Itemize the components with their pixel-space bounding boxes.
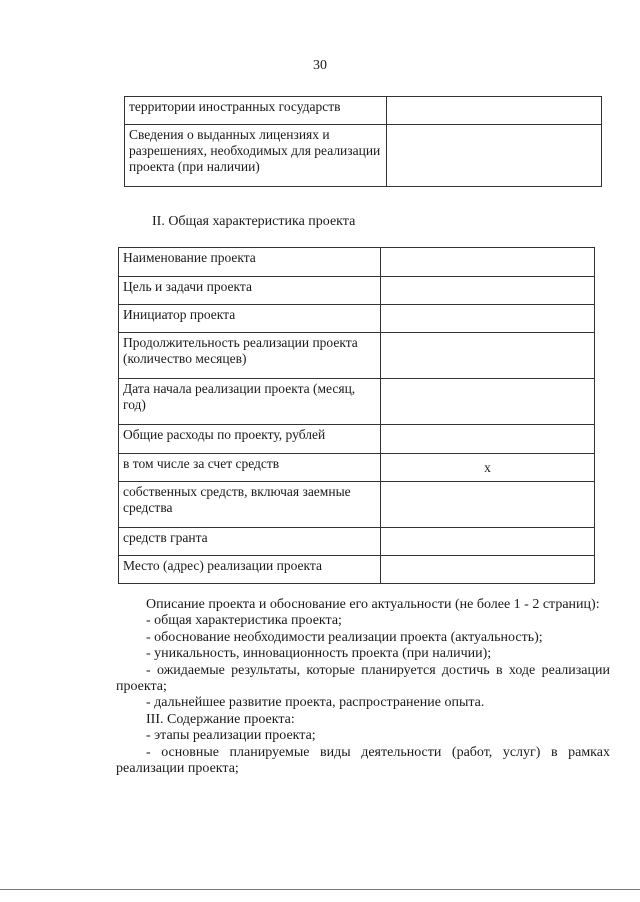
table-cell-label: средств гранта <box>119 528 381 556</box>
table-cell-label: Продолжительность реализации проекта (количество месяцев) <box>119 333 381 379</box>
table-cell-value <box>381 482 595 528</box>
table-row <box>119 528 595 556</box>
table-cell-label: Место (адрес) реализации проекта <box>119 556 381 584</box>
table-row <box>119 277 595 305</box>
table-cell-value <box>381 528 595 556</box>
table-cell-value <box>381 305 595 333</box>
table-cell-value: х <box>381 454 595 482</box>
table-cell-label: Дата начала реализации проекта (месяц, год) <box>119 379 381 425</box>
paragraph: - дальнейшее развитие проекта, распространение опыта. <box>146 695 485 711</box>
table-row <box>119 248 595 277</box>
table-row <box>119 482 595 528</box>
paragraph: - этапы реализации проекта; <box>146 728 316 744</box>
paragraph: Описание проекта и обоснование его актуальности (не более 1 - 2 страниц): <box>146 597 600 612</box>
paragraph: III. Содержание проекта: <box>146 711 295 727</box>
table-row <box>119 425 595 454</box>
table-cell-value <box>381 425 595 454</box>
page-number: 30 <box>313 58 327 73</box>
page-bottom-divider <box>0 889 640 890</box>
table-cell-label: Наименование проекта <box>119 248 381 277</box>
table-row <box>119 556 595 584</box>
table-cell-label: собственных средств, включая заемные средства <box>119 482 381 528</box>
paragraph: - обоснование необходимости реализации проекта (актуальность); <box>146 629 543 645</box>
paragraph: - общая характеристика проекта; <box>146 613 342 629</box>
body-text <box>116 597 610 777</box>
table-cell-value <box>381 248 595 277</box>
table-cell-label: в том числе за счет средств <box>119 454 381 482</box>
paragraph: - ожидаемые результаты, которые планируется достичь в ходе реализации проекта; <box>116 662 610 695</box>
project-characteristics-table <box>118 247 595 584</box>
table-cell-label: Инициатор проекта <box>119 305 381 333</box>
table-cell-value <box>387 125 602 187</box>
table-cell-label: Цель и задачи проекта <box>119 277 381 305</box>
table-cell-value <box>381 333 595 379</box>
paragraph: - уникальность, инновационность проекта (при наличии); <box>146 646 492 662</box>
table-row <box>125 97 602 125</box>
section-heading: II. Общая характеристика проекта <box>152 214 356 229</box>
table-row <box>119 379 595 425</box>
table-cell-value <box>381 556 595 584</box>
table-cell-value <box>381 277 595 305</box>
table-cell-label: Общие расходы по проекту, рублей <box>119 425 381 454</box>
table-row <box>119 333 595 379</box>
project-info-table-continued <box>124 96 602 187</box>
paragraph: - основные планируемые виды деятельности (работ, услуг) в рамках реализации проекта; <box>116 744 610 777</box>
table-row <box>119 454 595 482</box>
table-cell-label: Сведения о выданных лицензиях и разрешениях, необходимых для реализации проекта (при наличии) <box>125 125 387 187</box>
table-row <box>119 305 595 333</box>
table-cell-label: территории иностранных государств <box>125 97 387 125</box>
table-cell-value <box>387 97 602 125</box>
table-cell-value <box>381 379 595 425</box>
table-row <box>125 125 602 187</box>
